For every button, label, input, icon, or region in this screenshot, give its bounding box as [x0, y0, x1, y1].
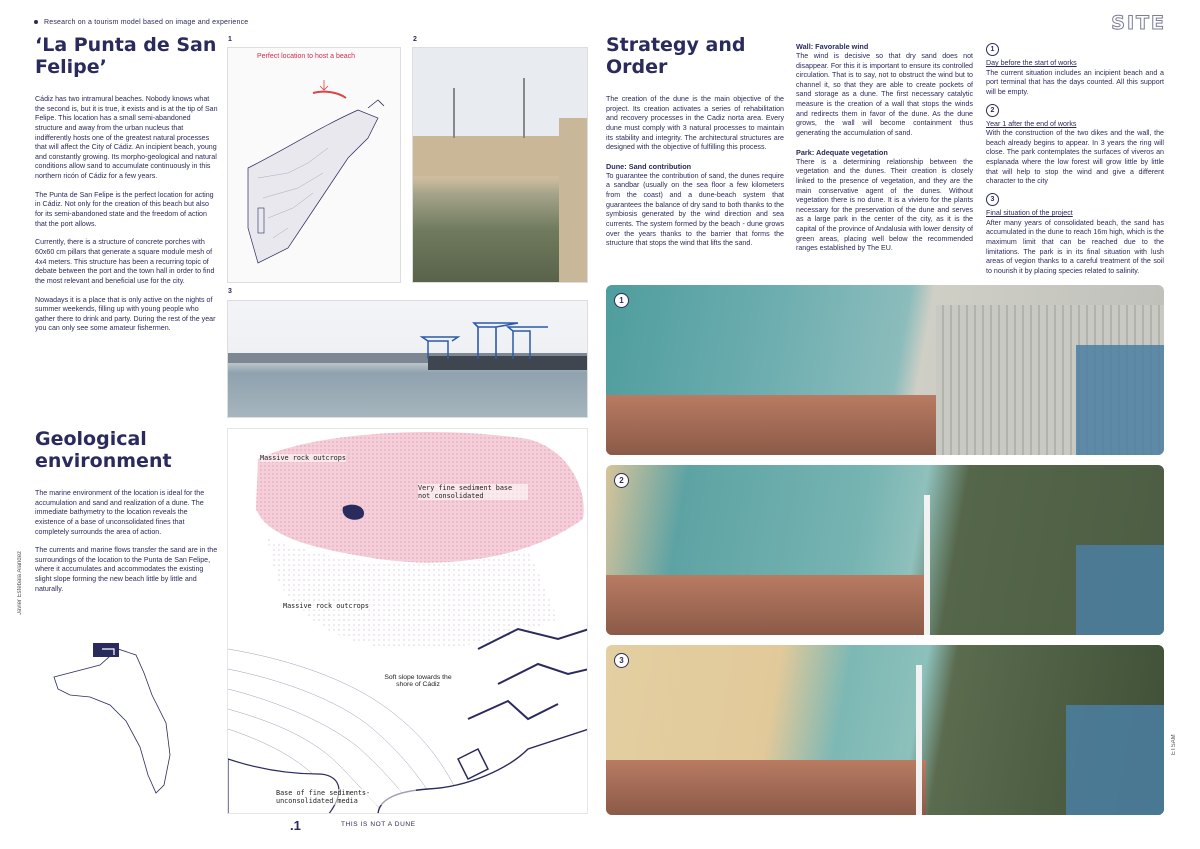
figure-3-photo: [227, 300, 588, 418]
strategy-intro: The creation of the dune is the main objective of the project. Its creation activates a series of rehabilitation and recovery processes in the Cadiz norta area. Every dune must comply with 3 natural processes to maintain its stability and integrity. The architectural structures are designed with the objective of fulfilling this process.: [606, 95, 784, 152]
figure-1-map: [227, 47, 401, 283]
phase-number: 1: [986, 43, 999, 56]
render-phase-2: [606, 465, 1164, 635]
site-label: SITE: [1111, 12, 1166, 34]
fortress-wall: [413, 136, 563, 176]
phase-text: The current situation includes an incipient beach and a port terminal that has the days counted. All this support will be empty.: [986, 68, 1164, 96]
header-note: Research on a tourism model based on image and experience: [34, 19, 248, 26]
figure-number-1: 1: [228, 36, 232, 43]
author-credit: Javier Estebala Alandez: [17, 550, 23, 615]
marina: [1076, 345, 1164, 455]
paragraph: Currently, there is a structure of concrete porches with 60x60 cm pillars that generate a square module mesh of 4x4 meters. This structure has been a recurring topic of debate between the port and the town hall in order to find the most relevant and beneficial use for the city.: [35, 238, 215, 285]
phase-number: 2: [986, 104, 999, 117]
key-map: [40, 625, 210, 795]
label-soft-slope: Soft slope towards the shore of Cádiz: [378, 674, 458, 688]
city-blocks: [606, 575, 926, 635]
footer-caption: THIS IS NOT A DUNE: [341, 821, 416, 828]
beach-callout: Perfect location to host a beach: [257, 53, 356, 60]
intro-text: [35, 95, 218, 343]
city-blocks: [606, 395, 936, 455]
phases-text: [986, 38, 1164, 277]
render-phase-3: [606, 645, 1164, 815]
marina: [1076, 545, 1164, 635]
figure-number-3: 3: [228, 288, 232, 295]
phase-text: With the construction of the two dikes and the wall, the beach already begins to appear. In 3 years the ring will close. The park contemplates the surfaces of viveros an esplanada where the low forest will grow little by little that will help to stop the wind and give a different character to the city: [986, 129, 1164, 186]
strategy-text: [606, 95, 784, 249]
paragraph: The Punta de San Felipe is the perfect location for acting in Cádiz. Not only for the creation of this beach but also for its semi-abandoned state and the freedom of action that the port allows.: [35, 190, 214, 228]
render-number: 2: [614, 473, 629, 488]
wind-park-text: [796, 42, 973, 254]
marina: [1066, 705, 1164, 815]
phase-title: Final situation of the project: [986, 209, 1073, 218]
title-strategy: Strategy and Order: [606, 34, 746, 79]
title-geological: Geological environment: [35, 428, 172, 473]
lamp-post: [453, 88, 455, 138]
title-punta: ‘La Punta de San Felipe’: [35, 34, 217, 79]
page-number: .1: [290, 818, 301, 833]
wall: [916, 665, 922, 815]
phase-number: 3: [986, 193, 999, 206]
render-number: 1: [614, 293, 629, 308]
figure-2-photo: [412, 47, 588, 283]
paragraph: Nowadays it is a place that is only active on the nights of summer weekends, filling up with young people who gather there to drink and party. During the rest of the year you can only see some amateur fishermen.: [35, 295, 216, 333]
label-fine-sediment: Very fine sediment base not consolidated: [418, 484, 528, 500]
render-number: 3: [614, 653, 629, 668]
render-phase-1: [606, 285, 1164, 455]
city-blocks: [606, 760, 926, 815]
sand-text: To guarantee the contribution of sand, the dunes require a sandbar (usually on the sea floor a few kilometers from the coast) and a dune-beach system that guarantees the balance of dry sand to both thanks to the symbiosis generated by the wind direction and sea currents. The system formed by the beach - dune grows over the years thanks to the barrier that forms the structure that stops the wind that lifts the sand.: [606, 171, 784, 248]
wall: [924, 495, 930, 635]
cranes: [418, 301, 568, 361]
paragraph: Cádiz has two intramural beaches. Nobody knows what the second is, but it is true, it exists and is at the tip of San Felipe. This location has a small semi-abandoned structure and away from the urban nucleus that indifferently hosts one of the greatest natural processes that will affect the City of Cádiz. An incipient beach, young and constantly growing. Its morpho-geological and natural conditions allow sand to accumulate continuously in this northern ricón of Cádiz for a few years.: [35, 95, 218, 181]
phase-title: Day before the start of works: [986, 59, 1077, 67]
geo-text: [35, 489, 218, 603]
park-text: There is a determining relationship between the vegetation and the dunes. Their creation is closely linked to the presence of vegetation, and they are the main conservative agent of the dunes. Without vegetation there is no dune. It is a viviero for the plants necessary for the preservation of the dune and serves as a large park in the center of the city, as it is the capital of the province of Andalusia with lower density of green areas, placing well below the recommended ranges established by The EU.: [796, 157, 973, 253]
park-heading: Park: Adequate vegetation: [796, 147, 888, 157]
wall-right: [559, 118, 588, 283]
label-rock-outcrops-1: Massive rock outcrops: [260, 454, 346, 462]
lamp-post: [523, 78, 525, 138]
figure-number-2: 2: [413, 36, 417, 43]
phase-title: Year 1 after the end of works: [986, 119, 1077, 128]
geological-map: [227, 428, 588, 814]
label-fine-sediments-base: Base of fine sediments-unconsolidated media: [276, 789, 416, 805]
school-label: ETSAM: [1171, 734, 1177, 755]
paragraph: The currents and marine flows transfer the sand are in the surroundings of the location to the Punta de San Felipe, where it accumulates and accommodates the existing slight slope forming the new beach little by little and naturally.: [35, 546, 218, 593]
paragraph: The marine environment of the location is ideal for the accumulation and sand and realization of a dune. The immediate bathymetry to the location reveals the existence of a base of unconsolidated fines that completely surrounds the area of action.: [35, 489, 205, 536]
phase-text: After many years of consolidated beach, the sand has accumulated in the dune to reach 16m high, which is the maximum limit that can be reached due to the limitations. The park is in its final situation with lush areas of vegion thanks to a careful treatment of the soil to nourish it by placing species related to salinity.: [986, 218, 1164, 275]
label-rock-outcrops-2: Massive rock outcrops: [283, 602, 369, 610]
wind-heading: Wall: Favorable wind: [796, 42, 869, 51]
sand-heading: Dune: Sand contribution: [606, 161, 692, 171]
wind-text: The wind is decisive so that dry sand does not disappear. For this it is important to ensure its controlled circulation. That is to say, not to obstruct the wind but to channel it, so that they are able to create pockets of sand storage as a dune. The first necessary catalytic measure is the creation of a wall that stops the winds and redirects them in favor of the dune. As the dune grows, the wall will become containment thus generating the accumulation of sand.: [796, 51, 973, 138]
